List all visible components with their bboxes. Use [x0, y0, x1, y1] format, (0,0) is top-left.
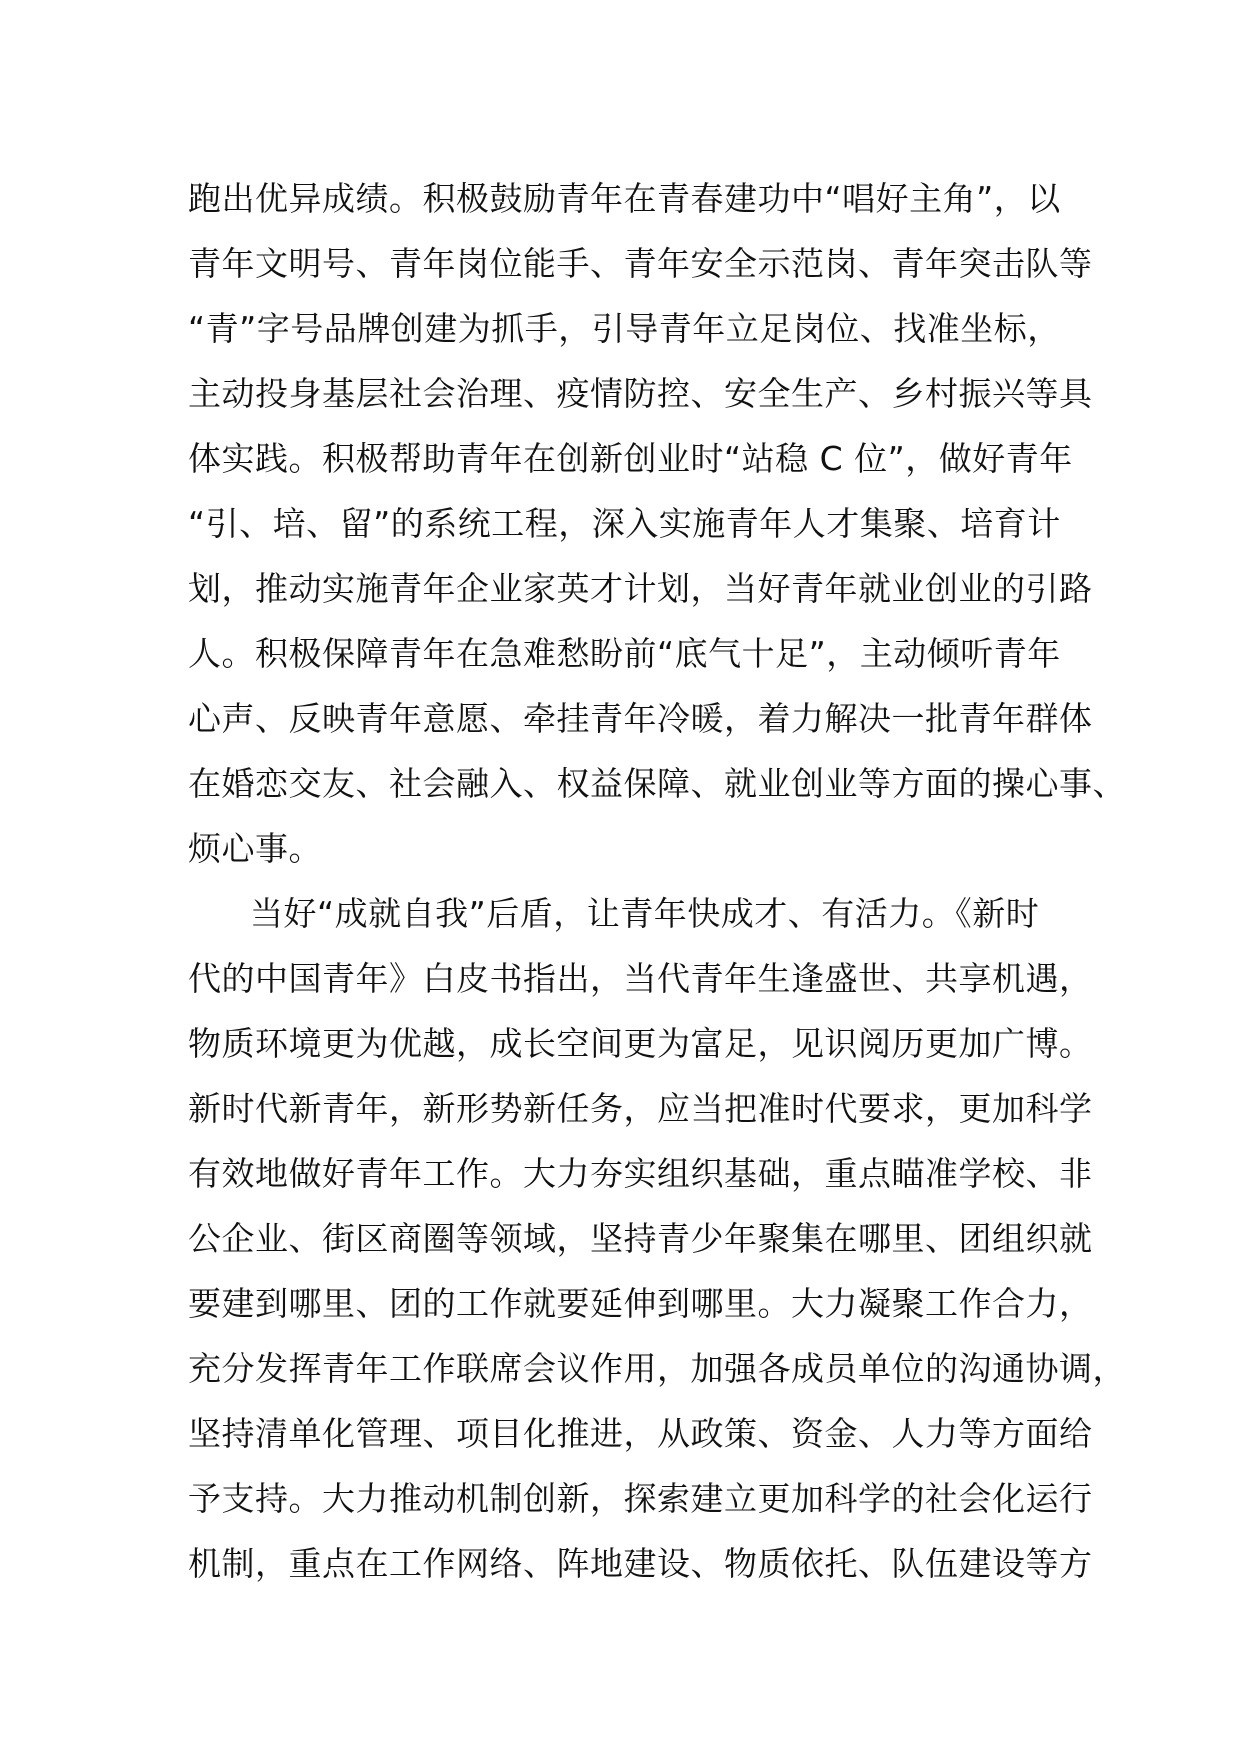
text-line: 体实践。积极帮助青年在创新创业时“站稳 C 位”，做好青年	[188, 439, 1073, 478]
text-line: 跑出优异成绩。积极鼓励青年在青春建功中“唱好主角”，以	[188, 179, 1061, 218]
text-line: “引、培、留”的系统工程，深入实施青年人才集聚、培育计	[188, 504, 1061, 543]
text-line: 青年文明号、青年岗位能手、青年安全示范岗、青年突击队等	[188, 244, 1093, 283]
text-line: “青”字号品牌创建为抓手，引导青年立足岗位、找准坐标，	[188, 309, 1061, 348]
text-line: 坚持清单化管理、项目化推进，从政策、资金、人力等方面给	[188, 1414, 1093, 1453]
text-line: 主动投身基层社会治理、疫情防控、安全生产、乡村振兴等具	[188, 374, 1093, 413]
text-line: 公企业、街区商圈等领域，坚持青少年聚集在哪里、团组织就	[188, 1219, 1093, 1258]
text-line: 要建到哪里、团的工作就要延伸到哪里。大力凝聚工作合力，	[188, 1284, 1093, 1323]
text-line: 烦心事。	[188, 829, 322, 868]
paragraph-start-line: 当好“成就自我”后盾，让青年快成才、有活力。《新时	[250, 894, 1040, 933]
text-line: 划，推动实施青年企业家英才计划，当好青年就业创业的引路	[188, 569, 1093, 608]
text-line: 机制，重点在工作网络、阵地建设、物质依托、队伍建设等方	[188, 1544, 1093, 1583]
text-line: 新时代新青年，新形势新任务，应当把准时代要求，更加科学	[188, 1089, 1093, 1128]
text-line: 充分发挥青年工作联席会议作用，加强各成员单位的沟通协调，	[188, 1349, 1126, 1388]
text-line: 心声、反映青年意愿、牵挂青年冷暖，着力解决一批青年群体	[188, 699, 1093, 738]
text-line: 有效地做好青年工作。大力夯实组织基础，重点瞄准学校、非	[188, 1154, 1093, 1193]
text-line: 代的中国青年》白皮书指出，当代青年生逢盛世、共享机遇，	[188, 959, 1093, 998]
text-line: 在婚恋交友、社会融入、权益保障、就业创业等方面的操心事、	[188, 764, 1126, 803]
text-line: 人。积极保障青年在急难愁盼前“底气十足”，主动倾听青年	[188, 634, 1061, 673]
text-line: 予支持。大力推动机制创新，探索建立更加科学的社会化运行	[188, 1479, 1093, 1518]
text-line: 物质环境更为优越，成长空间更为富足，见识阅历更加广博。	[188, 1024, 1093, 1063]
body-text	[188, 166, 1126, 1596]
